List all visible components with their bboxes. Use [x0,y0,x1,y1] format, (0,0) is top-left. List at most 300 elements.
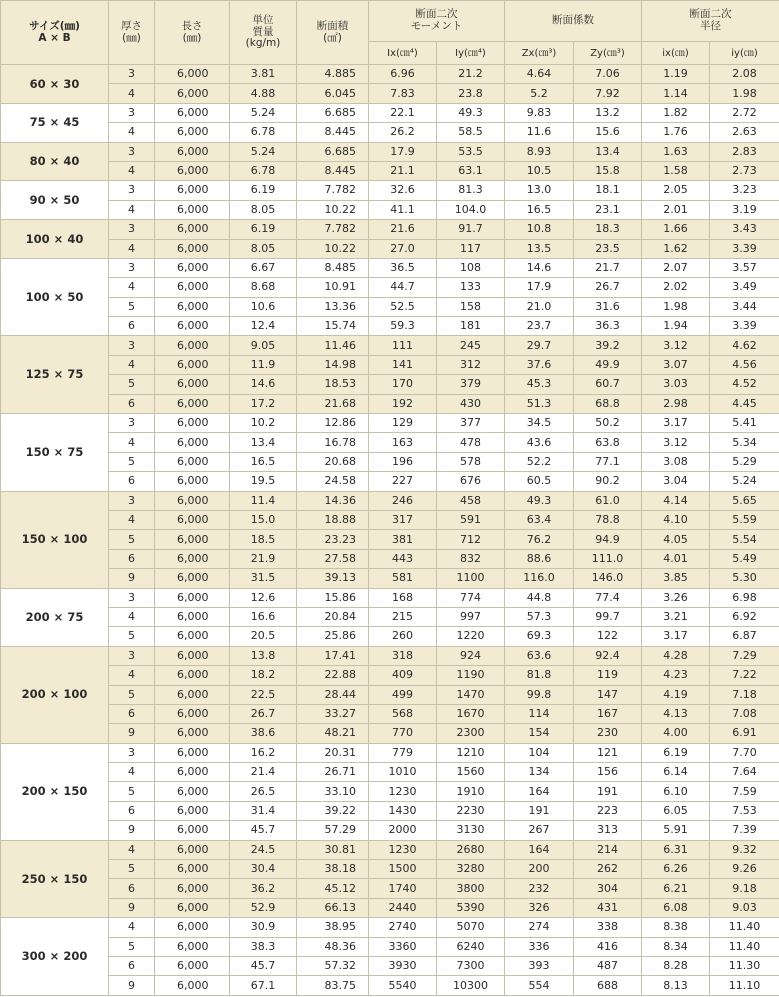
iy-cell: 1210 [437,743,505,762]
ry-cell: 5.29 [710,452,779,471]
area-cell: 18.88 [297,510,369,529]
length-cell: 6,000 [155,549,230,568]
ix-cell: 3360 [369,937,437,956]
ry-cell: 2.83 [710,142,779,161]
header-moment-label: 断面二次 モーメント [410,8,463,32]
zx-cell: 17.9 [505,278,574,297]
ry-cell: 3.19 [710,200,779,219]
size-group [1,220,779,259]
area-cell: 8.445 [297,123,369,142]
ix-cell: 5540 [369,976,437,995]
thickness-cell: 3 [109,588,155,607]
zx-cell: 274 [505,918,574,937]
area-cell: 66.13 [297,898,369,917]
ry-cell: 11.10 [710,976,779,995]
iy-cell: 108 [437,258,505,277]
iy-cell: 117 [437,239,505,258]
iy-cell: 104.0 [437,200,505,219]
zy-cell: 36.3 [574,317,642,336]
ry-cell: 4.52 [710,375,779,394]
length-cell: 6,000 [155,123,230,142]
size-cell: 75 × 45 [1,103,109,142]
rx-cell: 4.01 [642,549,710,568]
length-cell: 6,000 [155,375,230,394]
iy-cell: 430 [437,394,505,413]
rx-cell: 3.17 [642,414,710,433]
unit-weight-cell: 19.5 [230,472,297,491]
header-zx: Zx(㎝³) [505,42,574,65]
thickness-cell: 5 [109,782,155,801]
area-cell: 4.885 [297,65,369,84]
zx-cell: 63.6 [505,646,574,665]
thickness-cell: 4 [109,200,155,219]
ry-cell: 7.39 [710,821,779,840]
length-cell: 6,000 [155,588,230,607]
length-cell: 6,000 [155,239,230,258]
zy-cell: 223 [574,801,642,820]
iy-cell: 997 [437,607,505,626]
length-cell: 6,000 [155,433,230,452]
iy-cell: 591 [437,510,505,529]
ix-cell: 2000 [369,821,437,840]
unit-weight-cell: 26.7 [230,704,297,723]
unit-weight-cell: 36.2 [230,879,297,898]
rx-cell: 4.23 [642,666,710,685]
zy-cell: 304 [574,879,642,898]
zx-cell: 57.3 [505,607,574,626]
table-row [1,530,779,549]
zy-cell: 78.8 [574,510,642,529]
zy-cell: 111.0 [574,549,642,568]
area-cell: 38.18 [297,860,369,879]
rx-cell: 1.19 [642,65,710,84]
zx-cell: 116.0 [505,569,574,588]
rx-cell: 6.21 [642,879,710,898]
area-cell: 33.27 [297,704,369,723]
unit-weight-cell: 6.67 [230,258,297,277]
zx-cell: 13.5 [505,239,574,258]
ry-cell: 7.18 [710,685,779,704]
rx-cell: 4.19 [642,685,710,704]
unit-weight-cell: 52.9 [230,898,297,917]
ix-cell: 2440 [369,898,437,917]
area-cell: 6.685 [297,142,369,161]
unit-weight-cell: 6.19 [230,220,297,239]
unit-weight-cell: 11.9 [230,355,297,374]
ix-cell: 3930 [369,956,437,975]
thickness-cell: 5 [109,627,155,646]
ry-cell: 3.39 [710,317,779,336]
zy-cell: 191 [574,782,642,801]
size-cell: 60 × 30 [1,65,109,104]
header-section-modulus [505,1,642,42]
zx-cell: 267 [505,821,574,840]
table-row [1,161,779,180]
zy-cell: 487 [574,956,642,975]
zy-cell: 18.3 [574,220,642,239]
header-length-label: 長さ (㎜) [181,19,203,44]
table-row [1,801,779,820]
ix-cell: 141 [369,355,437,374]
ry-cell: 7.64 [710,763,779,782]
zx-cell: 104 [505,743,574,762]
table-row [1,704,779,723]
ix-cell: 1230 [369,782,437,801]
ix-cell: 409 [369,666,437,685]
ix-cell: 770 [369,724,437,743]
ry-cell: 1.98 [710,84,779,103]
rx-cell: 1.98 [642,297,710,316]
size-group [1,181,779,220]
ix-cell: 443 [369,549,437,568]
zx-cell: 4.64 [505,65,574,84]
area-cell: 14.36 [297,491,369,510]
unit-weight-cell: 6.19 [230,181,297,200]
length-cell: 6,000 [155,763,230,782]
zy-cell: 61.0 [574,491,642,510]
zy-cell: 94.9 [574,530,642,549]
rx-cell: 6.19 [642,743,710,762]
iy-cell: 245 [437,336,505,355]
table-row [1,123,779,142]
rx-cell: 6.26 [642,860,710,879]
ry-cell: 9.32 [710,840,779,859]
ry-cell: 5.65 [710,491,779,510]
unit-weight-cell: 6.78 [230,123,297,142]
ry-cell: 5.54 [710,530,779,549]
table-row [1,297,779,316]
size-group [1,258,779,336]
header-modulus-label: 断面係数 [552,14,594,27]
table-row [1,724,779,743]
ix-cell: 163 [369,433,437,452]
iy-cell: 1670 [437,704,505,723]
zx-cell: 34.5 [505,414,574,433]
area-cell: 13.36 [297,297,369,316]
length-cell: 6,000 [155,161,230,180]
area-cell: 8.445 [297,161,369,180]
table-row [1,200,779,219]
zy-cell: 119 [574,666,642,685]
unit-weight-cell: 16.2 [230,743,297,762]
area-cell: 6.045 [297,84,369,103]
length-cell: 6,000 [155,666,230,685]
rx-cell: 3.04 [642,472,710,491]
ix-cell: 27.0 [369,239,437,258]
thickness-cell: 9 [109,724,155,743]
zy-cell: 21.7 [574,258,642,277]
table-row [1,588,779,607]
thickness-cell: 3 [109,491,155,510]
unit-weight-cell: 45.7 [230,956,297,975]
ix-cell: 381 [369,530,437,549]
rx-cell: 3.17 [642,627,710,646]
zy-cell: 262 [574,860,642,879]
ix-cell: 1230 [369,840,437,859]
size-cell: 100 × 50 [1,258,109,336]
unit-weight-cell: 3.81 [230,65,297,84]
zx-cell: 76.2 [505,530,574,549]
ix-cell: 1430 [369,801,437,820]
size-group [1,743,779,840]
length-cell: 6,000 [155,278,230,297]
ry-cell: 5.59 [710,510,779,529]
table-row [1,976,779,995]
zx-cell: 51.3 [505,394,574,413]
iy-cell: 312 [437,355,505,374]
rx-cell: 3.26 [642,588,710,607]
rx-cell: 4.05 [642,530,710,549]
iy-cell: 158 [437,297,505,316]
unit-weight-cell: 38.3 [230,937,297,956]
ix-cell: 196 [369,452,437,471]
thickness-cell: 4 [109,84,155,103]
table-row [1,569,779,588]
ix-cell: 22.1 [369,103,437,122]
area-cell: 12.86 [297,414,369,433]
iy-cell: 379 [437,375,505,394]
header-moment-of-inertia [369,1,505,42]
zy-cell: 230 [574,724,642,743]
ix-cell: 168 [369,588,437,607]
zx-cell: 326 [505,898,574,917]
ry-cell: 3.43 [710,220,779,239]
ry-cell: 6.98 [710,588,779,607]
thickness-cell: 3 [109,743,155,762]
ry-cell: 2.63 [710,123,779,142]
unit-weight-cell: 45.7 [230,821,297,840]
ry-cell: 3.39 [710,239,779,258]
area-cell: 45.12 [297,879,369,898]
zy-cell: 13.4 [574,142,642,161]
size-cell: 90 × 50 [1,181,109,220]
area-cell: 22.88 [297,666,369,685]
area-cell: 15.86 [297,588,369,607]
ry-cell: 7.70 [710,743,779,762]
thickness-cell: 9 [109,898,155,917]
ix-cell: 41.1 [369,200,437,219]
ix-cell: 260 [369,627,437,646]
zx-cell: 29.7 [505,336,574,355]
ry-cell: 7.53 [710,801,779,820]
header-unit-weight-label: 単位 質量 (kg/m) [245,14,281,50]
zy-cell: 26.7 [574,278,642,297]
thickness-cell: 6 [109,317,155,336]
length-cell: 6,000 [155,840,230,859]
length-cell: 6,000 [155,607,230,626]
thickness-cell: 4 [109,607,155,626]
ry-cell: 7.29 [710,646,779,665]
table-row [1,278,779,297]
size-group [1,414,779,492]
table-row [1,666,779,685]
length-cell: 6,000 [155,65,230,84]
thickness-cell: 6 [109,879,155,898]
ry-cell: 3.23 [710,181,779,200]
ix-cell: 227 [369,472,437,491]
thickness-cell: 4 [109,433,155,452]
table-row [1,607,779,626]
area-cell: 7.782 [297,220,369,239]
unit-weight-cell: 10.6 [230,297,297,316]
rx-cell: 2.98 [642,394,710,413]
ix-cell: 111 [369,336,437,355]
size-group [1,103,779,142]
thickness-cell: 3 [109,181,155,200]
rx-cell: 6.14 [642,763,710,782]
zy-cell: 68.8 [574,394,642,413]
thickness-cell: 6 [109,394,155,413]
iy-cell: 63.1 [437,161,505,180]
ix-cell: 317 [369,510,437,529]
length-cell: 6,000 [155,821,230,840]
ry-cell: 6.91 [710,724,779,743]
zx-cell: 232 [505,879,574,898]
iy-cell: 924 [437,646,505,665]
area-cell: 39.22 [297,801,369,820]
zy-cell: 313 [574,821,642,840]
zx-cell: 88.6 [505,549,574,568]
ry-cell: 3.57 [710,258,779,277]
header-area-label: 断面積 (㎠) [316,19,349,44]
header-length [155,1,230,65]
table-row [1,821,779,840]
iy-cell: 2230 [437,801,505,820]
ry-cell: 9.26 [710,860,779,879]
zy-cell: 147 [574,685,642,704]
unit-weight-cell: 13.4 [230,433,297,452]
header-unit-weight [230,1,297,65]
length-cell: 6,000 [155,685,230,704]
table-row [1,763,779,782]
rx-cell: 8.34 [642,937,710,956]
zx-cell: 52.2 [505,452,574,471]
unit-weight-cell: 10.2 [230,414,297,433]
unit-weight-cell: 16.6 [230,607,297,626]
length-cell: 6,000 [155,510,230,529]
length-cell: 6,000 [155,103,230,122]
header-radius-of-gyration [642,1,779,42]
zy-cell: 92.4 [574,646,642,665]
zy-cell: 146.0 [574,569,642,588]
table-row [1,355,779,374]
ix-cell: 36.5 [369,258,437,277]
area-cell: 14.98 [297,355,369,374]
zy-cell: 77.4 [574,588,642,607]
ix-cell: 21.1 [369,161,437,180]
ix-cell: 44.7 [369,278,437,297]
ix-cell: 1010 [369,763,437,782]
area-cell: 20.68 [297,452,369,471]
ix-cell: 7.83 [369,84,437,103]
header-radius-label: 断面二次 半径 [689,8,732,32]
header-thickness-label: 厚さ (㎜) [121,19,142,44]
iy-cell: 1190 [437,666,505,685]
zy-cell: 77.1 [574,452,642,471]
thickness-cell: 4 [109,666,155,685]
iy-cell: 1910 [437,782,505,801]
thickness-cell: 5 [109,530,155,549]
header-rx: ix(㎝) [642,42,710,65]
zx-cell: 114 [505,704,574,723]
unit-weight-cell: 30.9 [230,918,297,937]
size-group [1,840,779,918]
zx-cell: 16.5 [505,200,574,219]
size-cell: 100 × 40 [1,220,109,259]
zy-cell: 122 [574,627,642,646]
length-cell: 6,000 [155,181,230,200]
ry-cell: 5.24 [710,472,779,491]
table-row [1,317,779,336]
area-cell: 11.46 [297,336,369,355]
ix-cell: 246 [369,491,437,510]
area-cell: 48.36 [297,937,369,956]
zx-cell: 134 [505,763,574,782]
table-row [1,937,779,956]
rx-cell: 1.62 [642,239,710,258]
thickness-cell: 9 [109,821,155,840]
area-cell: 10.22 [297,200,369,219]
unit-weight-cell: 5.24 [230,103,297,122]
iy-cell: 58.5 [437,123,505,142]
length-cell: 6,000 [155,530,230,549]
iy-cell: 1470 [437,685,505,704]
thickness-cell: 9 [109,976,155,995]
unit-weight-cell: 14.6 [230,375,297,394]
length-cell: 6,000 [155,976,230,995]
area-cell: 25.86 [297,627,369,646]
thickness-cell: 3 [109,103,155,122]
area-cell: 7.782 [297,181,369,200]
table-row [1,181,779,200]
zy-cell: 18.1 [574,181,642,200]
ry-cell: 5.49 [710,549,779,568]
length-cell: 6,000 [155,472,230,491]
length-cell: 6,000 [155,646,230,665]
iy-cell: 578 [437,452,505,471]
length-cell: 6,000 [155,355,230,374]
thickness-cell: 3 [109,142,155,161]
ix-cell: 1500 [369,860,437,879]
rx-cell: 1.82 [642,103,710,122]
rx-cell: 3.12 [642,336,710,355]
thickness-cell: 4 [109,278,155,297]
table-row [1,375,779,394]
area-cell: 57.32 [297,956,369,975]
length-cell: 6,000 [155,452,230,471]
ix-cell: 318 [369,646,437,665]
zx-cell: 21.0 [505,297,574,316]
iy-cell: 10300 [437,976,505,995]
length-cell: 6,000 [155,956,230,975]
ry-cell: 2.08 [710,65,779,84]
zy-cell: 167 [574,704,642,723]
zx-cell: 200 [505,860,574,879]
unit-weight-cell: 16.5 [230,452,297,471]
unit-weight-cell: 18.2 [230,666,297,685]
area-cell: 48.21 [297,724,369,743]
length-cell: 6,000 [155,394,230,413]
zx-cell: 11.6 [505,123,574,142]
zy-cell: 338 [574,918,642,937]
table-row [1,743,779,762]
unit-weight-cell: 31.4 [230,801,297,820]
header-iy: Iy(㎝⁴) [437,42,505,65]
table-header [1,1,779,65]
rx-cell: 1.63 [642,142,710,161]
thickness-cell: 3 [109,65,155,84]
zx-cell: 336 [505,937,574,956]
